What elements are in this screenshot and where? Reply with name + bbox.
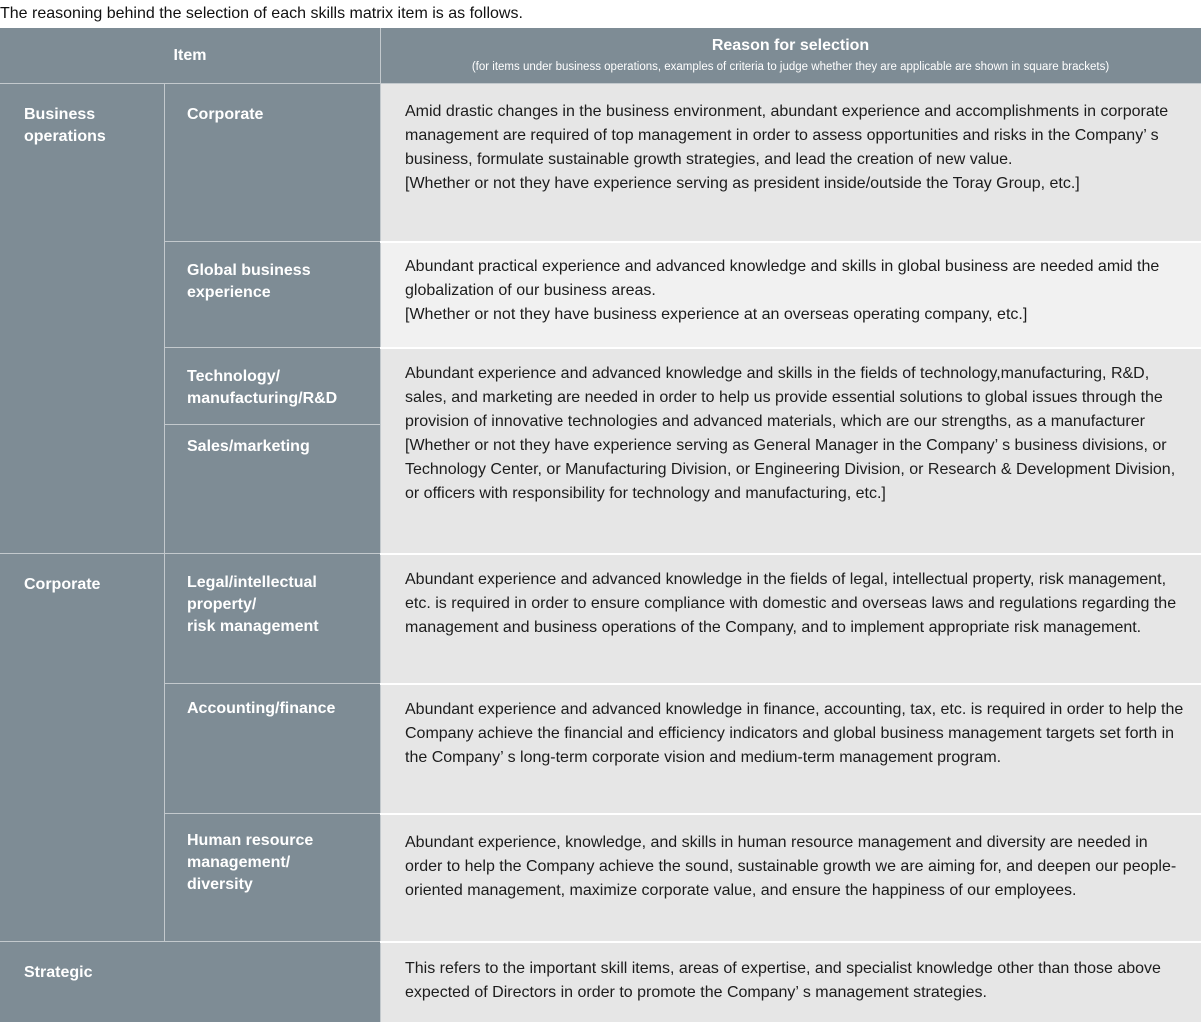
row-divider: [380, 941, 1201, 943]
reason-text: Amid drastic changes in the business environment, abundant experience and accomplishments in corporate management are required of top management in order to assess opportunities and risks in the Company’ s business, formulate sustainable growth strategies, and lead the creation of new value.: [405, 103, 1169, 168]
reason-global-business: [380, 242, 1201, 348]
item-human-resource-label: Human resource management/ diversity: [165, 814, 380, 942]
row-divider: [165, 683, 380, 684]
item-legal-label: Legal/intellectual property/ risk management: [165, 554, 380, 684]
item-corporate-label: Corporate: [165, 84, 380, 242]
group-strategic: Strategic: [0, 942, 380, 1022]
row-divider: [165, 424, 380, 425]
reason-corporate: [380, 84, 1201, 242]
item-global-business-label: Global business experience: [165, 242, 380, 348]
reason-accounting: [380, 684, 1201, 814]
row-divider: [380, 813, 1201, 815]
reason-text: Abundant experience and advanced knowledge in finance, accounting, tax, etc. is required in order to help the Company achieve the financial and efficiency indicators and global business management targets set forth in the Company’ s long-term corporate vision and medium-term management program.: [405, 701, 1184, 766]
reason-criteria: [Whether or not they have experience serving as president inside/outside the Toray Group, etc.]: [405, 175, 1080, 192]
header-reason: [380, 28, 1201, 84]
header-divider: [0, 83, 1201, 84]
item-technology-label: Technology/ manufacturing/R&D: [165, 348, 380, 425]
item-accounting-label: Accounting/finance: [165, 684, 380, 814]
skills-matrix-table: [0, 28, 1201, 1022]
reason-criteria: [Whether or not they have business experience at an overseas operating company, etc.]: [405, 306, 1028, 323]
reason-text: This refers to the important skill items, areas of expertise, and specialist knowledge other than those above expected of Directors in order to promote the Company’ s management strategies.: [405, 960, 1161, 1001]
reason-technology-sales: [380, 348, 1201, 554]
reason-text: Abundant experience and advanced knowledge in the fields of legal, intellectual property, risk management, etc. is required in order to ensure compliance with domestic and overseas laws and regulations regarding the management and business operations of the Company, and to implement appropriate risk management.: [405, 571, 1177, 636]
header-item: Item: [0, 28, 380, 84]
group-corporate: Corporate: [0, 554, 165, 942]
row-divider: [0, 941, 380, 942]
row-divider: [380, 347, 1201, 349]
header-reason-title: Reason for selection: [711, 37, 870, 54]
row-divider: [380, 241, 1201, 243]
row-divider: [165, 813, 380, 814]
reason-human-resource: [380, 814, 1201, 942]
column-divider: [380, 28, 381, 1022]
reason-text: Abundant practical experience and advanced knowledge and skills in global business are needed amid the globalization of our business areas.: [405, 258, 1160, 299]
group-business-operations: Business operations: [0, 84, 165, 554]
row-divider: [165, 347, 380, 348]
row-divider: [380, 683, 1201, 685]
reason-text: Abundant experience, knowledge, and skills in human resource management and diversity are needed in order to help the Company achieve the sound, sustainable growth we are aiming for, and deepen our people-oriented management, maximize corporate value, and ensure the happiness of our employees.: [405, 834, 1177, 899]
reason-criteria: [Whether or not they have experience serving as General Manager in the Company’ s business divisions, or Technology Center, or Manufacturing Division, or Engineering Division, or Research & Development Division, or officers with responsibility for technology and manufacturing, etc.]: [405, 437, 1176, 502]
row-divider: [380, 553, 1201, 555]
reason-strategic: [380, 942, 1201, 1022]
reason-text: Abundant experience and advanced knowledge and skills in the fields of technology,manufacturing, R&D, sales, and marketing are needed in order to help us provide essential solutions to global issues through the provision of innovative technologies and advanced materials, which are our strengths, as a manufacturer: [405, 365, 1163, 430]
header-reason-note: (for items under business operations, examples of criteria to judge whether they are applicable are shown in square brackets): [471, 61, 1110, 73]
reason-legal: [380, 554, 1201, 684]
item-sales-marketing-label: Sales/marketing: [165, 425, 380, 554]
row-divider: [165, 241, 380, 242]
table-caption: The reasoning behind the selection of each skills matrix item is as follows.: [0, 5, 523, 22]
row-divider: [0, 553, 380, 554]
